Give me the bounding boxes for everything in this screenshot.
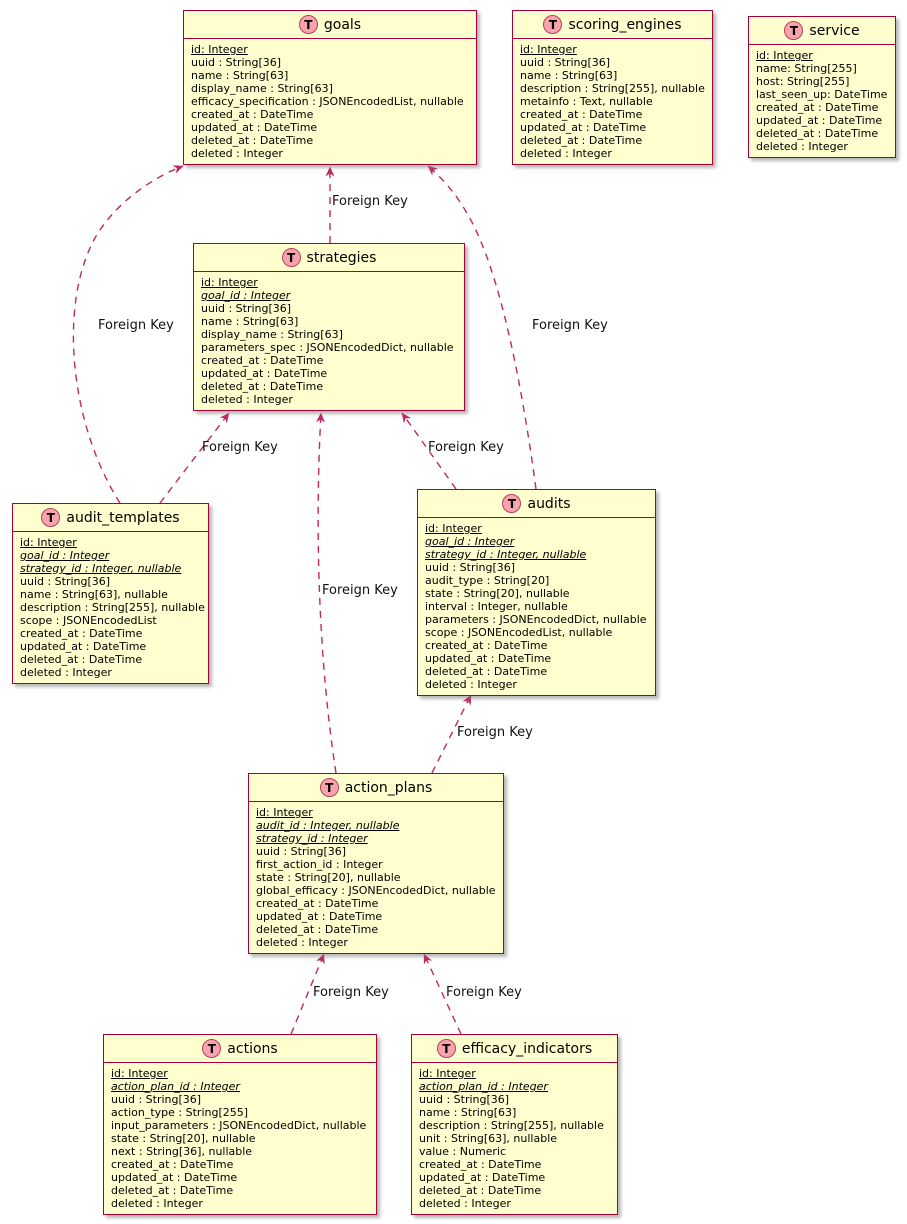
table-fields	[104, 1063, 376, 1214]
field-row: display_name : String[63]	[201, 328, 343, 341]
field-row: updated_at : DateTime	[756, 114, 883, 127]
field-row: first_action_id : Integer	[256, 858, 383, 871]
field-row: uuid : String[36]	[419, 1093, 510, 1106]
field-row: strategy_id : Integer, nullable	[425, 548, 587, 561]
field-row: deleted_at : DateTime	[756, 127, 879, 140]
table-title: efficacy_indicators	[461, 1040, 593, 1057]
table-header	[194, 244, 464, 272]
field-row: name : String[63]	[201, 315, 299, 328]
field-row: uuid : String[36]	[520, 56, 611, 69]
fk-label-audits-to-goals: Foreign Key	[532, 318, 608, 333]
table-header	[513, 11, 712, 39]
field-row: created_at : DateTime	[191, 108, 314, 121]
field-row: last_seen_up: DateTime	[756, 88, 888, 101]
table-type-icon: T	[784, 21, 803, 40]
field-row: metainfo : Text, nullable	[520, 95, 653, 108]
table-type-icon: T	[299, 15, 318, 34]
table-title: scoring_engines	[568, 16, 682, 33]
field-row: deleted : Integer	[256, 936, 348, 949]
field-row: uuid : String[36]	[425, 561, 516, 574]
table-fields	[194, 272, 464, 410]
field-row: host: String[255]	[756, 75, 850, 88]
field-row: updated_at : DateTime	[425, 652, 552, 665]
field-row: id: Integer	[756, 49, 813, 62]
field-row: unit : String[63], nullable	[419, 1132, 558, 1145]
field-row: action_type : String[255]	[111, 1106, 249, 1119]
table-type-icon: T	[502, 494, 521, 513]
field-row: state : String[20], nullable	[425, 587, 570, 600]
field-row: description : String[255], nullable	[419, 1119, 604, 1132]
field-row: name : String[63]	[419, 1106, 517, 1119]
field-row: deleted_at : DateTime	[256, 923, 379, 936]
fk-connector-audit_templates-to-goals	[73, 166, 183, 503]
field-row: input_parameters : JSONEncodedDict, nullable	[111, 1119, 367, 1132]
table-type-icon: T	[543, 15, 562, 34]
table-title: audit_templates	[66, 509, 180, 526]
field-row: created_at : DateTime	[756, 101, 879, 114]
field-row: deleted_at : DateTime	[520, 134, 643, 147]
table-scoring_engines	[512, 10, 713, 165]
field-row: created_at : DateTime	[111, 1158, 234, 1171]
field-row: deleted : Integer	[111, 1197, 203, 1210]
field-row: strategy_id : Integer	[256, 832, 368, 845]
table-strategies	[193, 243, 465, 411]
field-row: deleted : Integer	[520, 147, 612, 160]
field-row: action_plan_id : Integer	[419, 1080, 548, 1093]
table-type-icon: T	[202, 1039, 221, 1058]
table-title: actions	[227, 1040, 278, 1057]
field-row: display_name : String[63]	[191, 82, 333, 95]
field-row: description : String[255], nullable	[520, 82, 705, 95]
field-row: created_at : DateTime	[419, 1158, 542, 1171]
field-row: deleted_at : DateTime	[425, 665, 548, 678]
fk-connector-audit_templates-to-strategies	[160, 413, 229, 503]
field-row: name : String[63]	[520, 69, 618, 82]
field-row: updated_at : DateTime	[20, 640, 147, 653]
table-title: goals	[323, 16, 362, 33]
table-header	[249, 774, 503, 802]
table-title: audits	[527, 495, 571, 512]
table-type-icon: T	[41, 508, 60, 527]
field-row: uuid : String[36]	[111, 1093, 202, 1106]
field-row: goal_id : Integer	[201, 289, 291, 302]
table-fields	[418, 518, 655, 695]
field-row: created_at : DateTime	[201, 354, 324, 367]
field-row: goal_id : Integer	[20, 549, 110, 562]
field-row: state : String[20], nullable	[111, 1132, 256, 1145]
field-row: uuid : String[36]	[201, 302, 292, 315]
table-header	[412, 1035, 617, 1063]
field-row: scope : JSONEncodedList, nullable	[425, 626, 613, 639]
table-header	[418, 490, 655, 518]
table-title: strategies	[306, 249, 377, 266]
table-header	[104, 1035, 376, 1063]
field-row: deleted_at : DateTime	[419, 1184, 542, 1197]
field-row: updated_at : DateTime	[191, 121, 318, 134]
field-row: deleted : Integer	[425, 678, 517, 691]
table-fields	[749, 45, 895, 157]
field-row: deleted : Integer	[201, 393, 293, 406]
field-row: created_at : DateTime	[425, 639, 548, 652]
field-row: next : String[36], nullable	[111, 1145, 253, 1158]
table-title: action_plans	[344, 779, 433, 796]
field-row: action_plan_id : Integer	[111, 1080, 240, 1093]
field-row: state : String[20], nullable	[256, 871, 401, 884]
field-row: updated_at : DateTime	[419, 1171, 546, 1184]
field-row: strategy_id : Integer, nullable	[20, 562, 182, 575]
field-row: scope : JSONEncodedList	[20, 614, 157, 627]
field-row: id: Integer	[111, 1067, 168, 1080]
table-fields	[184, 39, 476, 164]
table-title: service	[809, 22, 860, 39]
table-type-icon: T	[282, 248, 301, 267]
field-row: global_efficacy : JSONEncodedDict, nullable	[256, 884, 496, 897]
field-row: audit_type : String[20]	[425, 574, 550, 587]
fk-label-action_plans-to-audits: Foreign Key	[457, 725, 533, 740]
field-row: id: Integer	[20, 536, 77, 549]
field-row: id: Integer	[191, 43, 248, 56]
field-row: name: String[255]	[756, 62, 857, 75]
field-row: interval : Integer, nullable	[425, 600, 568, 613]
field-row: deleted_at : DateTime	[20, 653, 143, 666]
field-row: deleted_at : DateTime	[201, 380, 324, 393]
field-row: id: Integer	[256, 806, 313, 819]
field-row: name : String[63], nullable	[20, 588, 168, 601]
table-fields	[249, 802, 503, 953]
field-row: deleted_at : DateTime	[111, 1184, 234, 1197]
field-row: uuid : String[36]	[20, 575, 111, 588]
table-goals	[183, 10, 477, 165]
field-row: parameters_spec : JSONEncodedDict, nullable	[201, 341, 454, 354]
field-row: parameters : JSONEncodedDict, nullable	[425, 613, 647, 626]
fk-label-audit_templates-to-goals: Foreign Key	[98, 318, 174, 333]
field-row: deleted_at : DateTime	[191, 134, 314, 147]
table-audit_templates	[12, 503, 209, 684]
table-service	[748, 16, 896, 158]
table-header	[749, 17, 895, 45]
table-header	[184, 11, 476, 39]
field-row: name : String[63]	[191, 69, 289, 82]
field-row: id: Integer	[419, 1067, 476, 1080]
field-row: updated_at : DateTime	[201, 367, 328, 380]
field-row: deleted : Integer	[419, 1197, 511, 1210]
field-row: deleted : Integer	[20, 666, 112, 679]
table-actions	[103, 1034, 377, 1215]
field-row: efficacy_specification : JSONEncodedList, nullable	[191, 95, 464, 108]
fk-label-audits-to-strategies: Foreign Key	[428, 440, 504, 455]
fk-label-strategies-to-goals: Foreign Key	[332, 194, 408, 209]
field-row: deleted : Integer	[756, 140, 848, 153]
field-row: uuid : String[36]	[256, 845, 347, 858]
fk-label-audit_templates-to-strategies: Foreign Key	[202, 440, 278, 455]
table-efficacy_indicators	[411, 1034, 618, 1215]
table-type-icon: T	[320, 778, 339, 797]
field-row: id: Integer	[425, 522, 482, 535]
fk-label-action_plans-to-strategies: Foreign Key	[322, 583, 398, 598]
field-row: goal_id : Integer	[425, 535, 515, 548]
field-row: id: Integer	[520, 43, 577, 56]
table-header	[13, 504, 208, 532]
fk-label-efficacy_indicators-to-action_plans: Foreign Key	[446, 985, 522, 1000]
table-fields	[412, 1063, 617, 1214]
field-row: id: Integer	[201, 276, 258, 289]
field-row: audit_id : Integer, nullable	[256, 819, 400, 832]
field-row: updated_at : DateTime	[520, 121, 647, 134]
field-row: updated_at : DateTime	[256, 910, 383, 923]
field-row: created_at : DateTime	[20, 627, 143, 640]
field-row: updated_at : DateTime	[111, 1171, 238, 1184]
table-action_plans	[248, 773, 504, 954]
table-fields	[513, 39, 712, 164]
field-row: description : String[255], nullable	[20, 601, 205, 614]
field-row: created_at : DateTime	[256, 897, 379, 910]
fk-label-actions-to-action_plans: Foreign Key	[313, 985, 389, 1000]
field-row: value : Numeric	[419, 1145, 507, 1158]
table-type-icon: T	[437, 1039, 456, 1058]
table-fields	[13, 532, 208, 683]
field-row: deleted : Integer	[191, 147, 283, 160]
table-audits	[417, 489, 656, 696]
field-row: uuid : String[36]	[191, 56, 282, 69]
field-row: created_at : DateTime	[520, 108, 643, 121]
